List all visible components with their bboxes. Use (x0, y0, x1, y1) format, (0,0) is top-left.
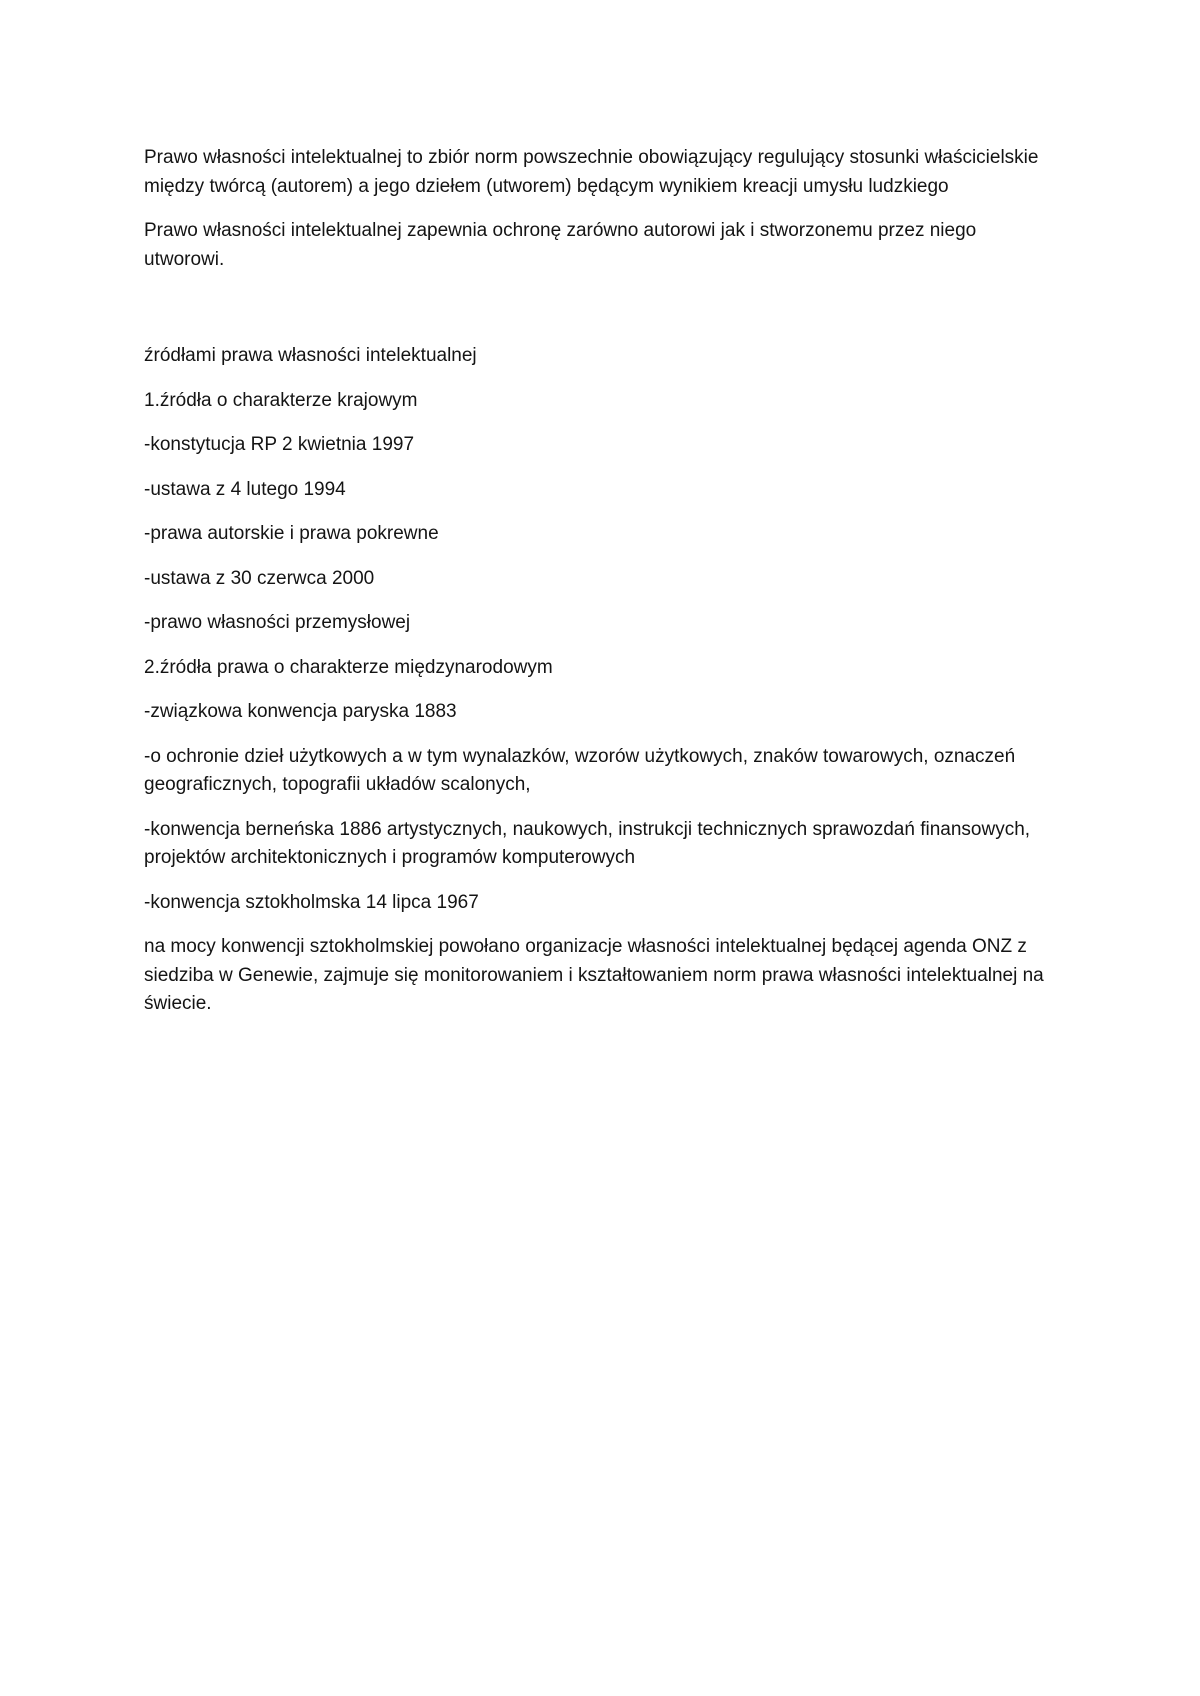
blank-line (144, 290, 1056, 342)
list-item: -ustawa z 30 czerwca 2000 (144, 567, 375, 589)
document-body (144, 144, 1056, 1035)
closing-paragraph: na mocy konwencji sztokholmskiej powołano organizacje własności intelektualnej będącej agenda ONZ z siedziba w Genewie, zajmuje się monitorowaniem i kształtowaniem norm prawa własności intelektualnej na świecie. (144, 936, 1044, 1014)
international-sources-heading: 2.źródła prawa o charakterze międzynarodowym (144, 656, 553, 678)
list-item: -prawo własności przemysłowej (144, 612, 411, 633)
list-item: -o ochronie dzieł użytkowych a w tym wynalazków, wzorów użytkowych, znaków towarowych, oznaczeń geograficznych, topografii układów scalonych, (144, 745, 1016, 795)
list-item: -związkowa konwencja paryska 1883 (144, 701, 457, 722)
sources-heading: źródłami prawa własności intelektualnej (144, 345, 477, 366)
intro-paragraph: Prawo własności intelektualnej zapewnia ochronę zarówno autorowi jak i stworzonemu przez niego utworowi. (144, 220, 977, 270)
list-item: -konstytucja RP 2 kwietnia 1997 (144, 434, 415, 455)
list-item: -konwencja berneńska 1886 artystycznych, naukowych, instrukcji technicznych sprawozdań finansowych, projektów architektonicznych i programów komputerowych (144, 818, 1031, 868)
list-item: -konwencja sztokholmska 14 lipca 1967 (144, 891, 479, 913)
intro-paragraph: Prawo własności intelektualnej to zbiór norm powszechnie obowiązujący regulujący stosunki właścicielskie między twórcą (autorem) a jego dziełem (utworem) będącym wynikiem kreacji umysłu ludzkiego (144, 147, 1039, 197)
list-item: -ustawa z 4 lutego 1994 (144, 478, 346, 500)
list-item: -prawa autorskie i prawa pokrewne (144, 523, 439, 544)
national-sources-heading: 1.źródła o charakterze krajowym (144, 389, 418, 411)
